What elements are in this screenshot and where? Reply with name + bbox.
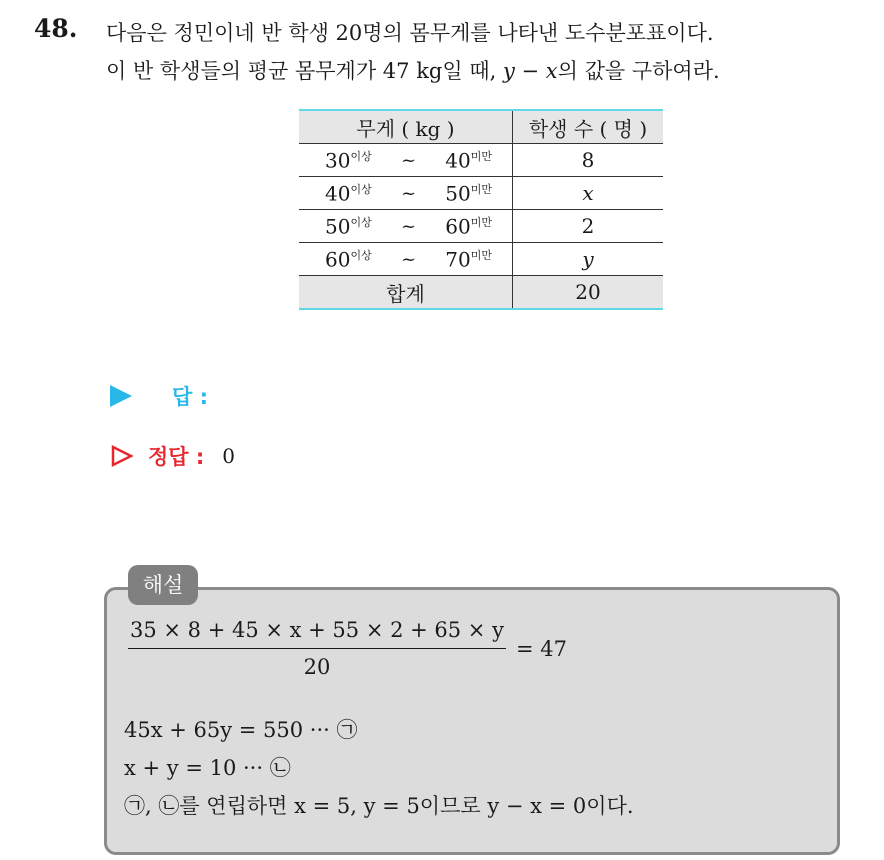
- table-row: [299, 243, 663, 276]
- table-row: [299, 177, 663, 210]
- range-cell: [299, 210, 513, 243]
- filled-triangle-icon: [110, 385, 132, 407]
- question-variable: y − x: [502, 59, 558, 83]
- outline-triangle-icon: [110, 444, 134, 468]
- header-count: 학생 수 ( 명 ): [528, 116, 648, 141]
- fraction-numerator: 35 × 8 + 45 × x + 55 × 2 + 65 × y: [128, 618, 506, 649]
- header-weight: 무게 ( kg ): [299, 110, 513, 144]
- table-row: [299, 144, 663, 177]
- range-to: $70^{미만}$: [445, 247, 492, 272]
- correct-answer-row: [110, 441, 235, 471]
- answer-row: [110, 381, 208, 411]
- fraction-rhs: = 47: [515, 636, 567, 661]
- explanation-fraction: [128, 618, 567, 679]
- range-from: $40^{이상}$: [325, 181, 372, 206]
- question-line-1: 다음은 정민이네 반 학생 20명의 몸무게를 나타낸 도수분포표이다.: [106, 21, 714, 45]
- tilde: ~: [400, 149, 417, 171]
- table-header-row: [299, 110, 663, 144]
- count-cell: 8: [581, 148, 595, 172]
- table-total-row: [299, 276, 663, 310]
- question-line-2-b: 의 값을 구하여라.: [557, 59, 720, 83]
- fraction: [128, 618, 506, 679]
- total-label: 합계: [299, 276, 513, 310]
- range-from: $50^{이상}$: [325, 214, 372, 239]
- range-to: $60^{미만}$: [445, 214, 492, 239]
- tilde: ~: [400, 248, 417, 270]
- explanation-line-2: x + y = 10 ··· ㉡: [124, 756, 291, 780]
- count-cell: x: [582, 181, 594, 205]
- correct-answer-value: 0: [222, 444, 236, 468]
- count-cell: y: [582, 247, 594, 271]
- frequency-table: [299, 109, 663, 310]
- tilde: ~: [400, 182, 417, 204]
- range-from: $30^{이상}$: [325, 148, 372, 173]
- fraction-denominator: 20: [303, 655, 331, 679]
- question-number: 48.: [34, 14, 78, 43]
- range-to: $50^{미만}$: [445, 181, 492, 206]
- explanation-line-3: ㉠, ㉡를 연립하면 x = 5, y = 5이므로 y − x = 0이다.: [124, 794, 634, 818]
- range-from: $60^{이상}$: [325, 247, 372, 272]
- question-line-2: [106, 52, 876, 90]
- answer-label: 답 :: [172, 385, 208, 409]
- tilde: ~: [400, 215, 417, 237]
- explanation-line-1: 45x + 65y = 550 ··· ㉠: [124, 718, 358, 742]
- question-line-2-a: 이 반 학생들의 평균 몸무게가 47 kg일 때,: [106, 59, 503, 83]
- table-row: [299, 210, 663, 243]
- range-cell: [299, 177, 513, 210]
- question-text: [106, 14, 876, 90]
- count-cell: 2: [581, 214, 595, 238]
- explanation-tab: 해설: [128, 565, 198, 605]
- range-to: $40^{미만}$: [445, 148, 492, 173]
- range-cell: [299, 243, 513, 276]
- total-value: 20: [575, 280, 601, 304]
- correct-answer-label: 정답 :: [148, 445, 205, 469]
- range-cell: [299, 144, 513, 177]
